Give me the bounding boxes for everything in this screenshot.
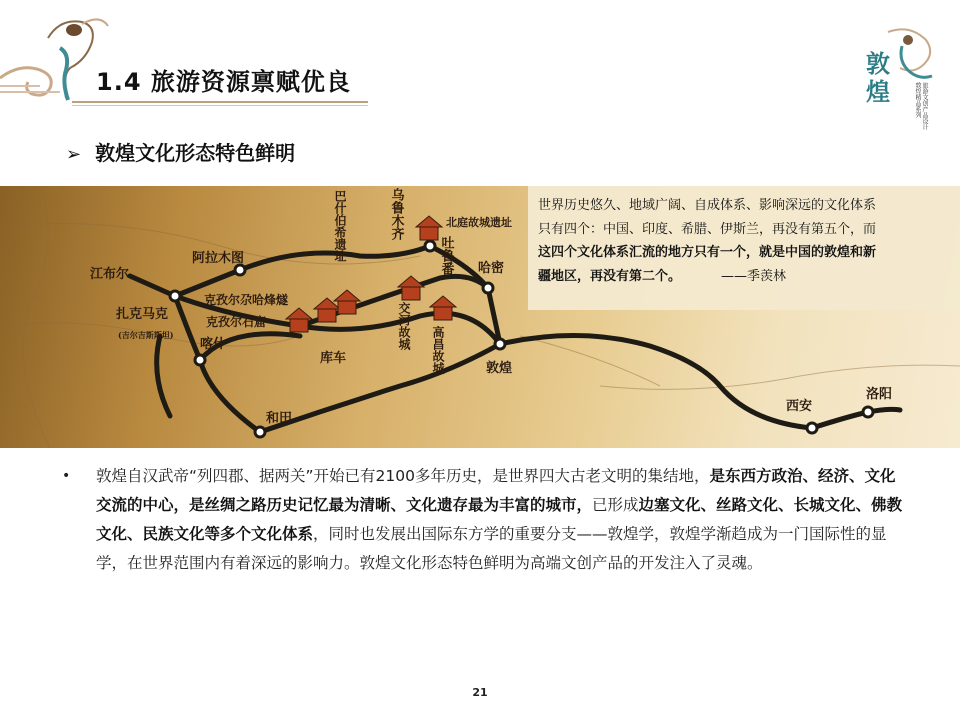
title-divider-thin xyxy=(72,105,368,106)
map-label-kashgar: 喀什 xyxy=(200,337,227,352)
map-label-urumqi: 乌鲁木齐 xyxy=(388,188,404,240)
page-title: 1.4 旅游资源禀赋优良 xyxy=(96,68,351,96)
logo-char-1: 敦 xyxy=(866,49,890,78)
body-bold-1: 是东西方政治、经济、文化交流的中心，是丝绸之路历史记忆最为清晰、文化遗存最为丰富的城市， xyxy=(96,467,896,514)
body-text-3: ，同时也发展出国际东方学的重要分支——敦煌学，敦煌学渐趋成为一门国际性的显学，在世界范围内有着深远的影响力。敦煌文化形态特色鲜明为高端文创产品的开发注入了灵魂。 xyxy=(96,525,887,572)
body-paragraph xyxy=(96,462,906,578)
logo-caption: 旅游文创产品设计 敦煌精品系列 xyxy=(914,82,928,130)
dunhuang-logo xyxy=(848,22,938,132)
map-label-turpan: 吐鲁番 xyxy=(438,236,454,275)
map-label-beiting: 北庭故城遗址 xyxy=(446,216,512,229)
map-label-gaochang: 高昌故城 xyxy=(431,326,445,374)
bullet-icon: • xyxy=(62,468,71,484)
body-bold-2: 边塞文化、丝路文化、长城文化、佛教文化、民族文化等多个文化体系 xyxy=(96,496,903,543)
quote-line-3: 这四个文化体系汇流的地方只有一个，就是中国的敦煌和新 xyxy=(538,245,877,260)
map-label-hotan: 和田 xyxy=(266,411,293,426)
map-label-jiangbuer: 江布尔 xyxy=(90,267,130,282)
section-subtitle xyxy=(66,137,295,166)
page-number: 21 xyxy=(472,686,488,699)
quote-line-4: 疆地区，再没有第二个。 xyxy=(538,268,682,284)
quote-box xyxy=(528,186,960,310)
quote-line-2: 只有四个：中国、印度、希腊、伊斯兰，再没有第五个，而 xyxy=(538,221,877,237)
map-label-luoyang: 洛阳 xyxy=(866,387,893,402)
map-label-kizil-beacon: 克孜尔尕哈烽燧 xyxy=(204,293,289,307)
map-label-kuqa: 库车 xyxy=(320,351,347,366)
body-text-2: 已形成 xyxy=(592,496,639,514)
map-label-zakemake: 扎克马克 xyxy=(116,307,169,322)
quote-line-1: 世界历史悠久、地域广阔、自成体系、影响深远的文化体系 xyxy=(538,198,877,213)
logo-char-2: 煌 xyxy=(866,77,890,106)
arrow-icon: ➢ xyxy=(66,144,82,165)
map-label-kyrgyzstan: (吉尔吉斯斯坦) xyxy=(118,330,174,340)
map-label-bashi: 巴什伯希遗址 xyxy=(333,190,347,262)
map-label-kizil-grottoes: 克孜尔石窟 xyxy=(206,315,267,329)
map-label-dunhuang: 敦煌 xyxy=(486,361,513,376)
map-label-almaty: 阿拉木图 xyxy=(192,251,245,266)
title-divider xyxy=(72,101,368,103)
body-text-1: 敦煌自汉武帝“列四郡、据两关”开始已有2100多年历史，是世界四大古老文明的集结地， xyxy=(96,467,710,485)
quote-author: ——季羡林 xyxy=(721,268,787,284)
map-label-hami: 哈密 xyxy=(478,261,505,276)
subtitle-text: 敦煌文化形态特色鲜明 xyxy=(95,141,296,165)
map-label-xian: 西安 xyxy=(786,399,813,414)
map-label-jiaohe: 交河故城 xyxy=(397,302,411,350)
